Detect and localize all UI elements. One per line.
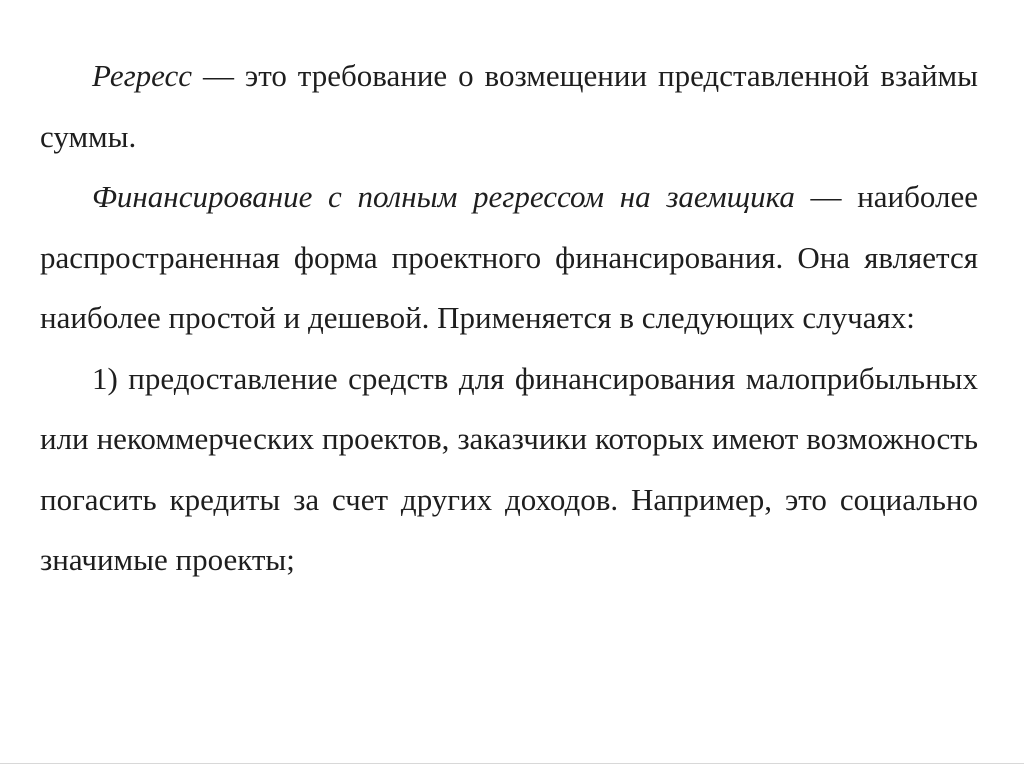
paragraph-full-recourse-financing: [40, 167, 978, 349]
text-block: [40, 46, 978, 591]
term-regress: Регресс: [92, 58, 193, 93]
definition-full-recourse-financing: — наиболее распространенная форма проектного финансирования. Она является наиболее простой и дешевой. Применяется в следующих случаях:: [40, 179, 979, 335]
definition-regress: — это требование о возмещении представленной взаймы суммы.: [40, 58, 978, 154]
paragraph-case-1: [40, 349, 978, 591]
paragraph-regress-definition: [40, 46, 978, 167]
case-1-text: 1) предоставление средств для финансирования малоприбыльных или некоммерческих проектов, заказчики которых имеют возможность погасить кредиты за счет других доходов. Например, это социально значимые проекты;: [40, 360, 978, 577]
term-full-recourse-financing: Финансирование с полным регрессом на заемщика: [92, 179, 795, 214]
page-divider: [0, 763, 1024, 764]
